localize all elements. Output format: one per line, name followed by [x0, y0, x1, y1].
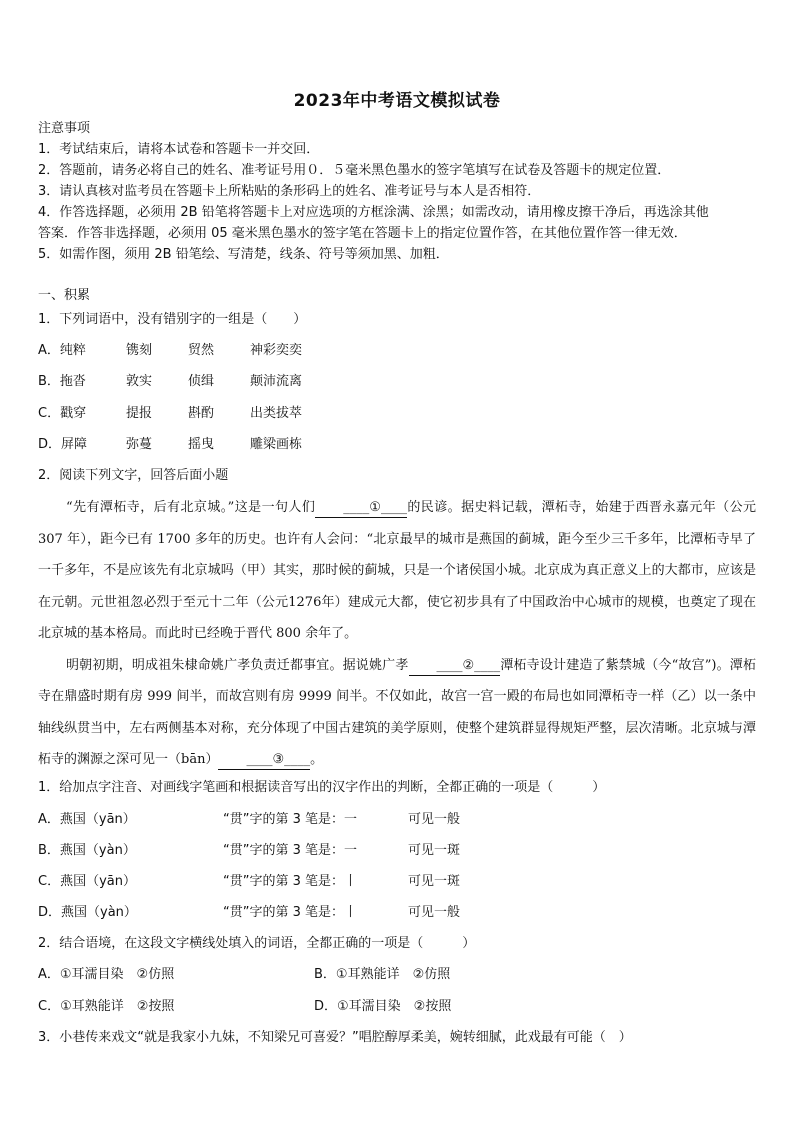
sub1-option-c[interactable]: C．燕国（yān） “贯”字的第 3 笔是：丨 可见一斑 — [38, 874, 461, 889]
q1-option-c[interactable]: C．戳穿 提报 斟酌 出类拔萃 — [38, 406, 303, 421]
question-2-stem: 2．阅读下列文字，回答后面小题 — [38, 468, 229, 483]
section-heading: 一、积累 — [38, 288, 91, 303]
notice-heading: 注意事项 — [38, 121, 91, 136]
blank-2[interactable]: ____②____ — [409, 657, 501, 676]
sub-question-2-stem: 2．结合语境，在这段文字横线处填入的词语，全都正确的一项是（ ） — [38, 936, 476, 951]
passage-paragraph-2: 明朝初期，明成祖朱棣命姚广孝负责迁都事宜。据说姚广孝 ____②____潭柘寺设计建造了紫禁城（今“故宫”)。潭柘寺在鼎盛时期有房 999 间半，而故宫则有房 9999 间半。不仅如此，故宫一宫一殿的布局也如同潭柘寺一样（乙）以一条中轴线纵贯当中，左右两侧基本对称，充分体现了中国古建筑的美学原则，使整个建筑群显得规矩严整，层次清晰。北京城与潭柘寺的渊源之深可见一（bān） ____③____。 — [38, 650, 756, 776]
reading-passage — [38, 492, 756, 776]
sub2-option-b[interactable]: B．①耳熟能详 ②仿照 — [314, 967, 451, 982]
q1-option-a[interactable]: A．纯粹 镌刻 贸然 神彩奕奕 — [38, 343, 303, 358]
sub1-option-d[interactable]: D．燕国（yàn） “贯”字的第 3 笔是：丨 可见一般 — [38, 905, 461, 920]
blank-1[interactable]: ____①____ — [315, 499, 407, 518]
sub-question-1-stem: 1．给加点字注音、对画线字笔画和根据读音写出的汉字作出的判断，全都正确的一项是（ ） — [38, 780, 606, 795]
sub-question-3-stem: 3．小巷传来戏文“就是我家小九妹，不知梁兄可喜爱？”唱腔醇厚柔美，婉转细腻，此戏最有可能（ ） — [38, 1030, 632, 1045]
sub1-option-b[interactable]: B．燕国（yàn） “贯”字的第 3 笔是：一 可见一斑 — [38, 843, 461, 858]
sub2-option-a[interactable]: A．①耳濡目染 ②仿照 — [38, 967, 175, 982]
notice-item: 4．作答选择题，必须用 2B 铅笔将答题卡上对应选项的方框涂满、涂黑；如需改动，请用橡皮擦干净后，再选涂其他 — [38, 205, 709, 220]
q1-option-b[interactable]: B．拖沓 敦实 侦缉 颠沛流离 — [38, 374, 303, 389]
notice-item: 5．如需作图，须用 2B 铅笔绘、写清楚，线条、符号等须加黑、加粗． — [38, 247, 449, 262]
notice-item: 2．答题前，请务必将自己的姓名、准考证号用０．５毫米黑色墨水的签字笔填写在试卷及答题卡的规定位置． — [38, 163, 671, 178]
sub2-option-d[interactable]: D．①耳濡目染 ②按照 — [314, 999, 452, 1014]
notice-item: 1．考试结束后，请将本试卷和答题卡一并交回． — [38, 142, 320, 157]
sub2-options-ab — [38, 965, 450, 985]
sub2-option-c[interactable]: C．①耳熟能详 ②按照 — [38, 999, 175, 1014]
notice-item: 3．请认真核对监考员在答题卡上所粘贴的条形码上的姓名、准考证号与本人是否相符． — [38, 184, 541, 199]
question-1-stem: 1．下列词语中，没有错别字的一组是（ ） — [38, 312, 307, 327]
notice-item: 答案．作答非选择题，必须用 05 毫米黑色墨水的签字笔在答题卡上的指定位置作答，在其他位置作答一律无效． — [38, 226, 687, 241]
sub2-options-cd — [38, 997, 451, 1017]
q1-option-d[interactable]: D．屏障 弥蔓 摇曳 雕梁画栋 — [38, 437, 303, 452]
sub1-option-a[interactable]: A．燕国（yān） “贯”字的第 3 笔是：一 可见一般 — [38, 812, 461, 827]
passage-paragraph-1: “先有潭柘寺，后有北京城。”这是一句人们 ____①____的民谚。据史料记载，潭柘寺，始建于西晋永嘉元年（公元307 年），距今已有 1700 多年的历史。也许有人会问：“北京最早的城市是燕国的蓟城，距今至少三千多年，比潭柘寺早了一千多年，不是应该先有北京城吗（甲）其实，那时候的蓟城，只是一个诸侯国小城。北京成为真正意义上的大都市，应该是在元朝。元世祖忽必烈于至元十二年（公元1276年）建成元大都，使它初步具有了中国政治中心城市的规模，也奠定了现在北京城的基本格局。而此时已经晚于晋代 800 余年了。 — [38, 500, 756, 641]
page-title: 2023年中考语文模拟试卷 — [293, 91, 501, 111]
blank-3[interactable]: ____③____ — [218, 751, 310, 770]
